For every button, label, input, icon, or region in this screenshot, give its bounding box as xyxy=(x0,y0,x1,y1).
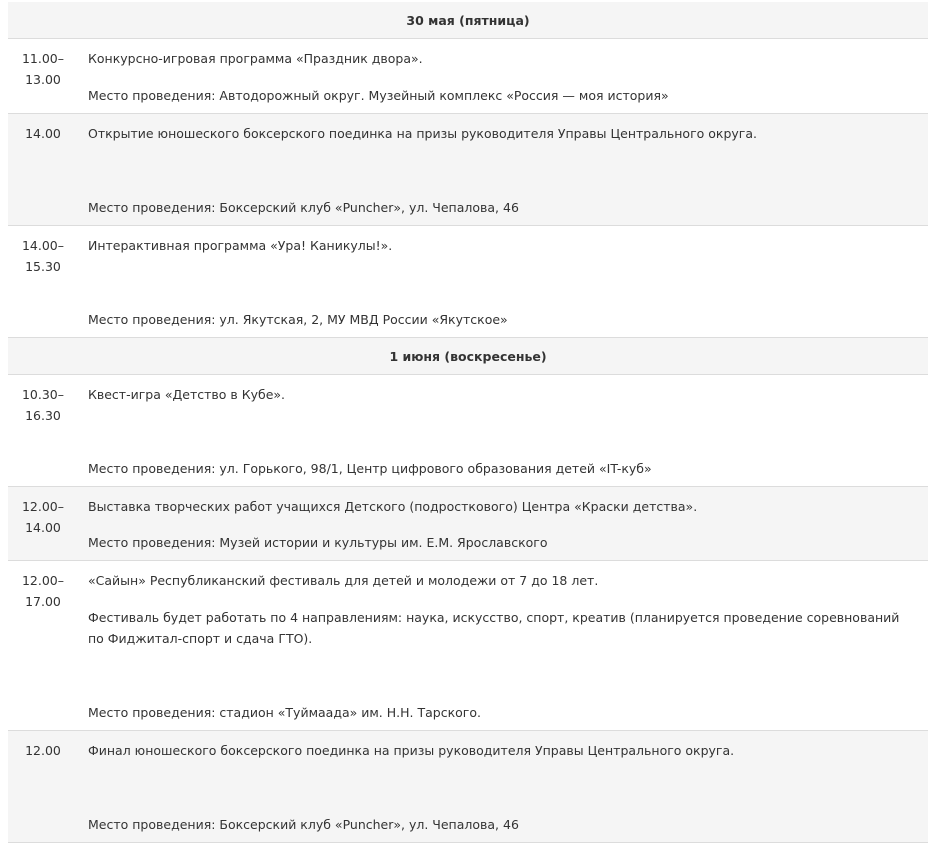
event-title: Интерактивная программа «Ура! Каникулы!». xyxy=(88,238,393,253)
event-details: Фестиваль будет работать по 4 направлениям: наука, искусство, спорт, креатив (планируется проведение соревнований по Фиджитал-спорт и сдача ГТО). xyxy=(88,610,900,646)
event-time: 12.00– 14.00 xyxy=(21,499,65,535)
event-title: Квест-игра «Детство в Кубе». xyxy=(88,387,286,402)
event-description xyxy=(78,375,928,486)
event-time: 14.00 xyxy=(25,126,61,141)
event-title: Открытие юношеского боксерского поединка на призы руководителя Управы Центрального округа. xyxy=(88,126,757,141)
date-label: 1 июня (воскресенье) xyxy=(389,348,547,364)
event-description xyxy=(78,39,928,113)
event-title: Конкурсно-игровая программа «Праздник двора». xyxy=(88,51,423,66)
event-description xyxy=(78,731,928,842)
event-location: Место проведения: Музей истории и культуры им. Е.М. Ярославского xyxy=(88,535,548,550)
event-row xyxy=(8,375,928,487)
schedule-table xyxy=(8,2,928,843)
event-time: 12.00 xyxy=(25,743,61,758)
event-title: «Сайын» Республиканский фестиваль для детей и молодежи от 7 до 18 лет. xyxy=(88,573,599,588)
event-title: Финал юношеского боксерского поединка на призы руководителя Управы Центрального округа. xyxy=(88,743,735,758)
event-time: 12.00– 17.00 xyxy=(21,573,65,609)
event-description xyxy=(78,561,928,730)
event-location: Место проведения: ул. Горького, 98/1, Центр цифрового образования детей «IT-куб» xyxy=(88,461,652,476)
event-row xyxy=(8,226,928,338)
event-time: 11.00– 13.00 xyxy=(21,51,65,87)
event-title: Выставка творческих работ учащихся Детского (подросткового) Центра «Краски детства». xyxy=(88,499,698,514)
event-location: Место проведения: стадион «Туймаада» им. Н.Н. Тарского. xyxy=(88,705,481,720)
event-description xyxy=(78,226,928,337)
event-description xyxy=(78,114,928,225)
event-time: 10.30– 16.30 xyxy=(21,387,65,423)
date-header xyxy=(8,338,928,375)
event-row xyxy=(8,731,928,843)
date-header xyxy=(8,2,928,39)
event-location: Место проведения: Боксерский клуб «Puncher», ул. Чепалова, 46 xyxy=(88,200,519,215)
event-row xyxy=(8,114,928,226)
event-description xyxy=(78,487,928,560)
event-time: 14.00– 15.30 xyxy=(21,238,65,274)
event-location: Место проведения: ул. Якутская, 2, МУ МВД России «Якутское» xyxy=(88,312,508,327)
event-row xyxy=(8,39,928,114)
event-location: Место проведения: Автодорожный округ. Музейный комплекс «Россия — моя история» xyxy=(88,88,669,103)
event-row xyxy=(8,561,928,731)
event-row xyxy=(8,487,928,561)
date-label: 30 мая (пятница) xyxy=(406,12,530,28)
event-location: Место проведения: Боксерский клуб «Puncher», ул. Чепалова, 46 xyxy=(88,817,519,832)
